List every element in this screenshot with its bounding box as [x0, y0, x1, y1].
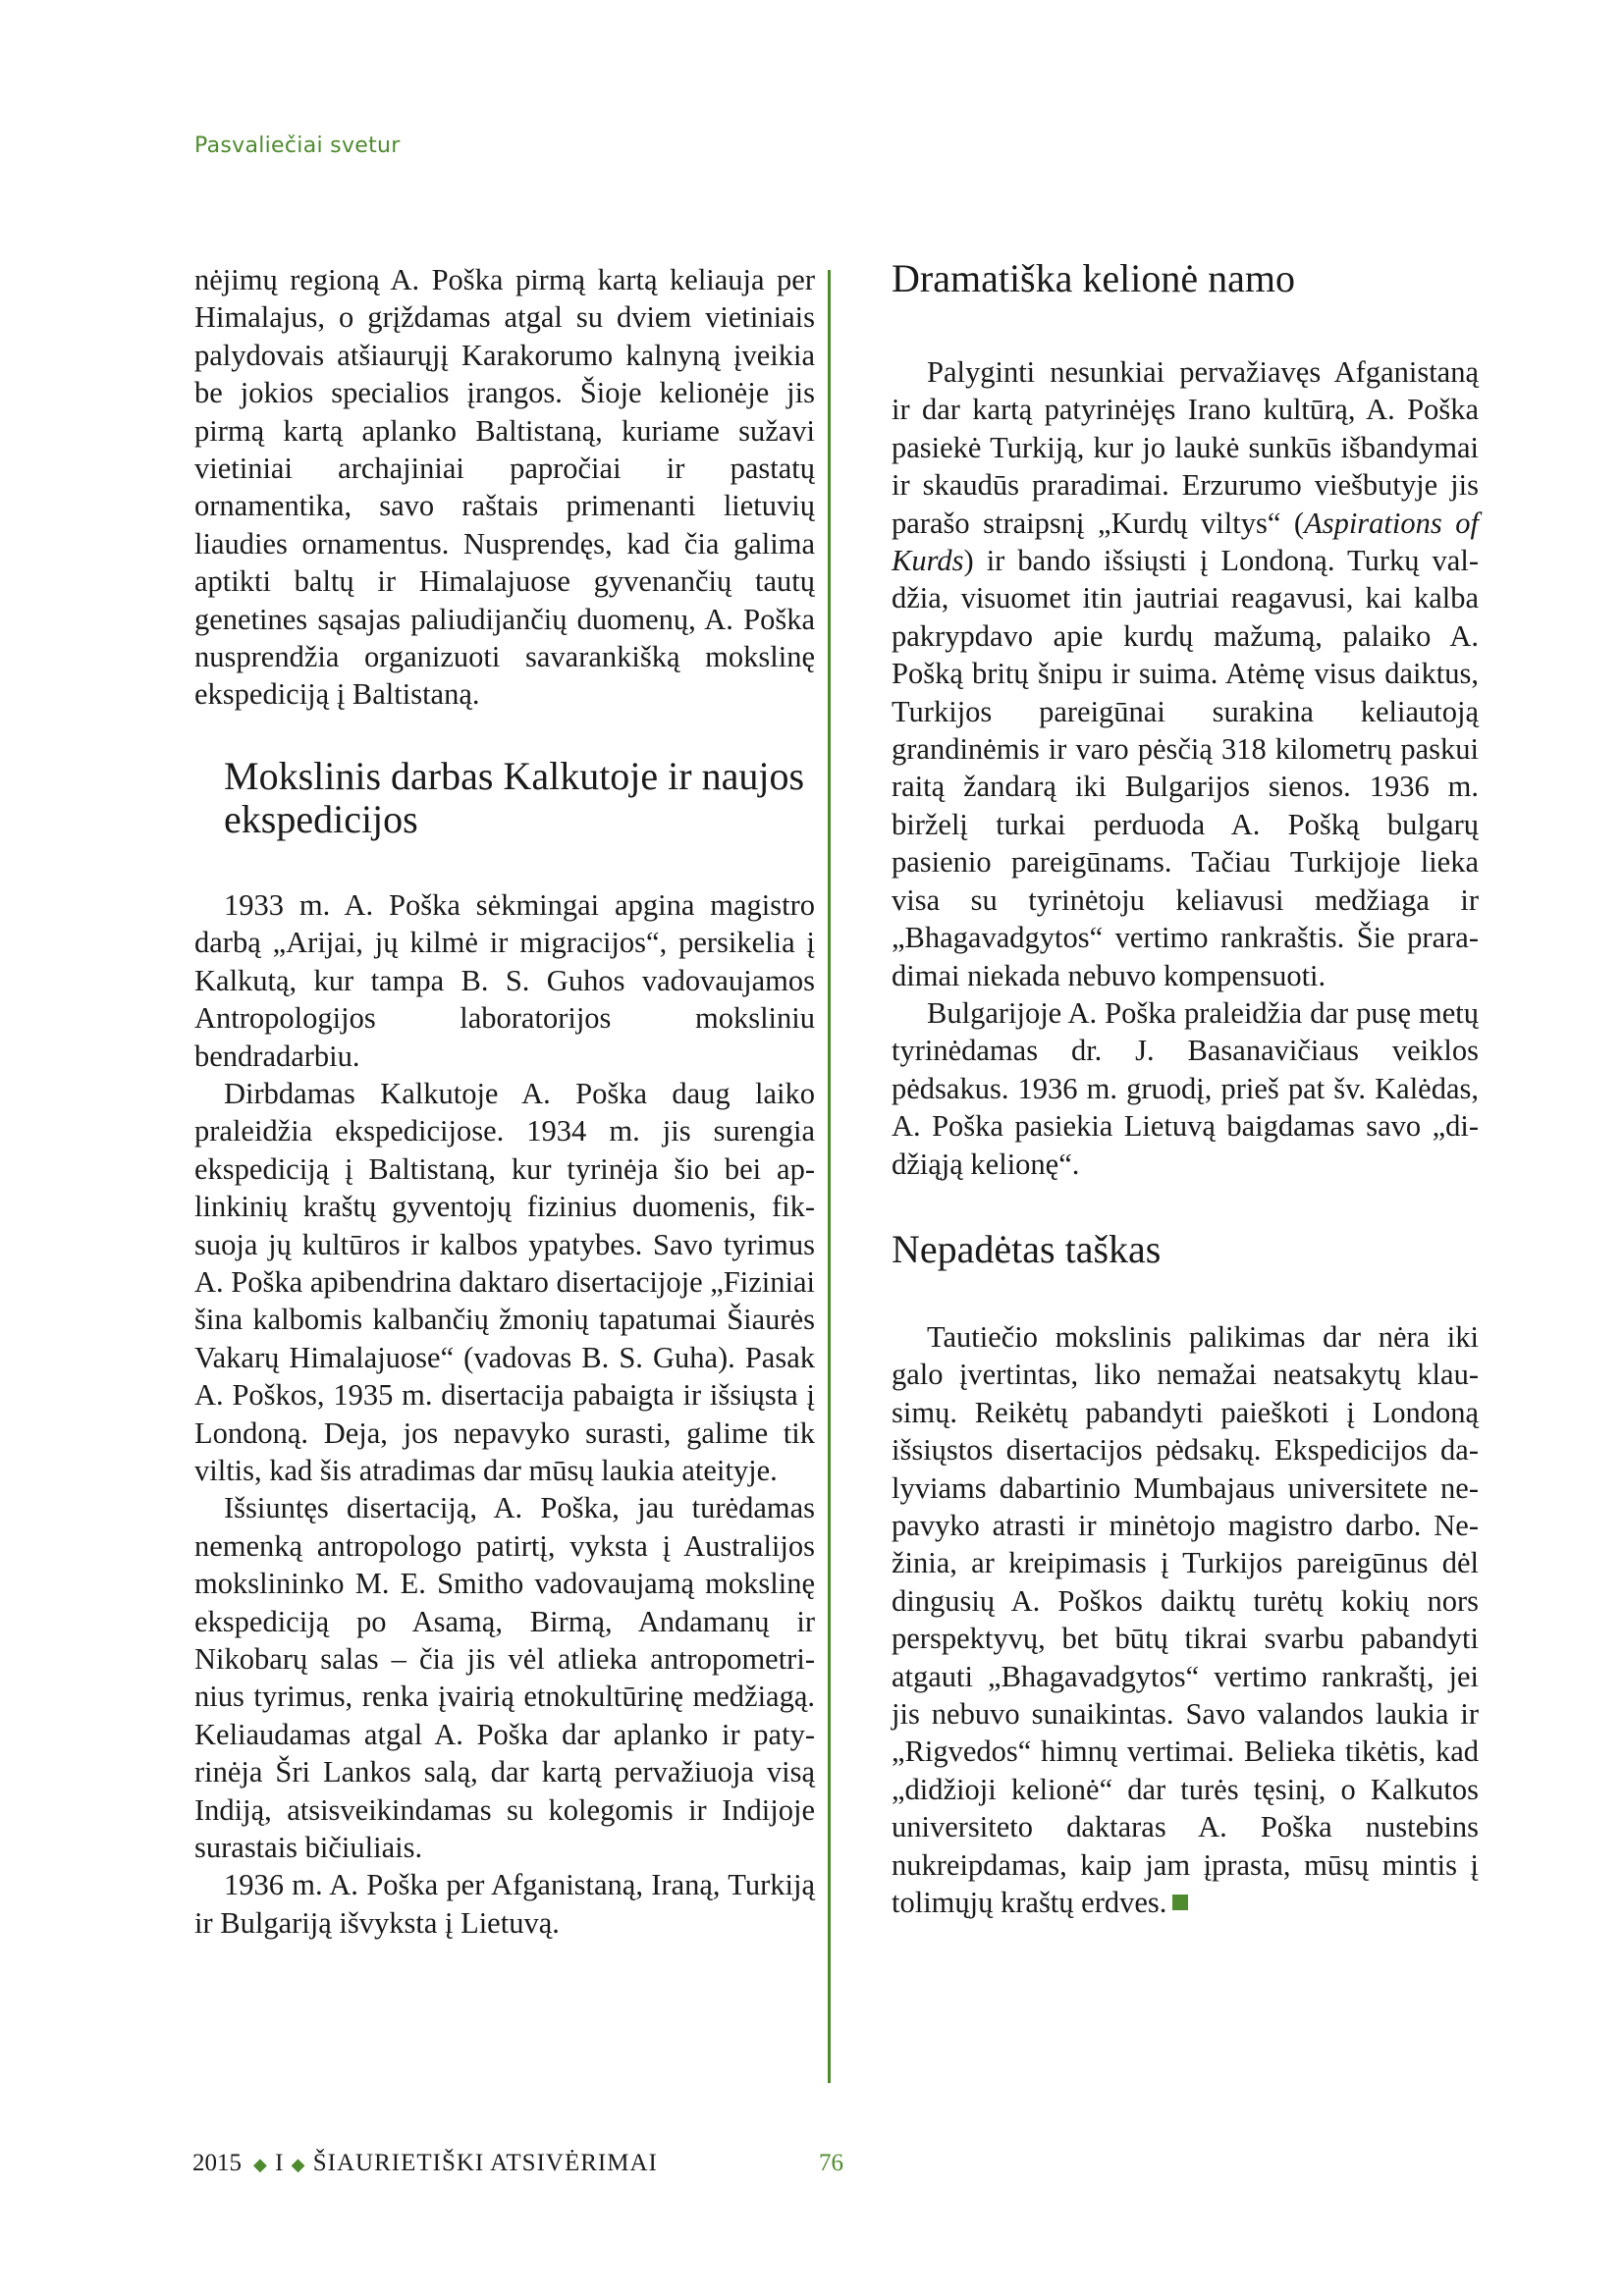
body-paragraph: Dirbdamas Kalkutoje A. Poška daug laiko praleidžia ekspedicijose. 1934 m. jis surengia ekspediciją į Baltistaną, kur tyrinėja šio bei aplinkinių kraštų gyventojų fizinius duomenis, fiksuoja jų kultūros ir kalbos ypatybes. Savo tyrimus A. Poška apibendrina daktaro disertacijoje „Fiziniai šina kalbomis kalbančių žmonių tapatumai Šiaurės Vakarų Himalajuose“ (vadovas B. S. Guha). Pasak A. Poškos, 1935 m. disertacija pabaigta ir išsiųsta į Londoną. Deja, jos nepavyko surasti, galime tik viltis, kad šis atradimas dar mūsų laukia ateityje. — [194, 1076, 815, 1487]
body-paragraph: Išsiuntęs disertaciją, A. Poška, jau turėdamas nemenką antropologo patirtį, vyksta į Australijos mokslininko M. E. Smitho vadovaujamą mokslinę ekspediciją po Asamą, Birmą, Andamanų ir Nikobarų salas – čia jis vėl atlieka antropometrinius tyrimus, renka įvairią etnokultūrinę medžiagą. Keliaudamas atgal A. Poška dar aplanko ir patyrinėja Šri Lankos salą, dar kartą pervažiuoja visą Indiją, atsisveikindamas su kolegomis ir Indijoje surastais bičiuliais. — [194, 1491, 815, 1865]
page-number: 76 — [819, 2150, 843, 2176]
left-column — [194, 261, 815, 1942]
paragraph-text: Palyginti nesunkiai pervažiavęs Afganistaną ir dar kartą patyrinėjęs Irano kultūrą, A. Poška pasiekė Turkiją, kur jo laukė sunkūs išbandymai ir skaudūs praradimai. Erzurumo viešbutyje jis parašo straipsnį „Kurdų viltys“ ( — [892, 355, 1479, 540]
section-heading-research-calcutta: Mokslinis darbas Kalkutoje ir naujos ekspedicijos — [224, 753, 805, 841]
right-column — [892, 257, 1479, 1921]
footer-issue — [253, 2150, 658, 2177]
end-of-article-square-icon — [1172, 1895, 1188, 1910]
section-heading-unfinished: Nepadėtas taškas — [892, 1226, 1162, 1271]
paragraph-text: ) ir bando išsiųsti į Londoną. Turkų valdžia, visuomet itin jautriai reagavusi, kai kalba pakrypdavo apie kurdų mažumą, palaiko A. Pošką britų šnipu ir suima. Atėmę visus daiktus, Turkijos pareigūnai surakina keliautoją grandinėmis ir varo pėsčią 318 kilometrų paskui raitą žandarą iki Bulgarijos sienos. 1936 m. birželį turkai perduoda A. Pošką bulgarų pasienio pareigūnams. Tačiau Turkijoje lieka visa su tyrinėtoju keliavusi medžiaga ir „Bhagavadgytos“ vertimo rankraštis. Šie praradimai niekada nebuvo kompensuoti. — [892, 544, 1479, 992]
body-paragraph: 1936 m. A. Poška per Afganistaną, Iraną, Turkiją ir Bulgariją išvyksta į Lietuvą. — [194, 1868, 815, 1940]
paragraph-text: Tautiečio mokslinis palikimas dar nėra iki galo įvertintas, liko nemažai neatsakytų klausimų. Reikėtų pabandyti paieškoti į Londoną išsiųstos disertacijos pėdsakų. Ekspedicijos dalyviams dabartinio Mumbajaus universitete nepavyko atrasti ir minėtojo magistro darbo. Nežinia, ar kreipimasis į Turkijos pareigūnus dėl dingusių A. Poškos daiktų turėtų kokių nors perspektyvų, bet būtų tikrai svarbu pabandyti atgauti „Bhagavadgytos“ vertimo rankraštį, jei jis nebuvo sunaikintas. Savo valandos laukia ir „Rigvedos“ himnų vertimai. Belieka tikėtis, kad „didžioji kelionė“ dar turės tęsinį, o Kalkutos universiteto daktaras A. Poška nustebins nukreipdamas, kaip jam įprasta, mūsų mintis į tolimųjų kraštų erdves. — [892, 1319, 1479, 1920]
body-paragraph: Bulgarijoje A. Poška praleidžia dar pusę metų tyrinėdamas dr. J. Basanavičiaus veiklos pėdsakus. 1936 m. gruodį, prieš pat šv. Kalėdas, A. Poška pasiekia Lietuvą baigdamas savo „didžiąją kelionę“. — [892, 995, 1479, 1181]
body-paragraph: 1933 m. A. Poška sėkmingai apgina magistro darbą „Arijai, jų kilmė ir migracijos“, persikelia į Kalkutą, kur tampa B. S. Guhos vadovaujamos Antropologijos laboratorijos moksliniu bendradarbiu. — [194, 887, 815, 1073]
issue-number: I — [275, 2150, 285, 2176]
body-paragraph — [892, 353, 1479, 994]
intro-paragraph: nėjimų regioną A. Poška pirmą kartą keliauja per Himalajus, o grįždamas atgal su dviem vietiniais palydovais atšiaurųjį Karakorumo kalnyną įveikia be jokios specialios įrangos. Šioje kelionėje jis pirmą kartą aplanko Baltistaną, kuriame sužavi vietiniai archajiniai papročiai ir pastatų ornamentika, savo raštais primenanti lietuvių liaudies ornamentus. Nusprendęs, kad čia galima aptikti baltų ir Himalajuose gyvenančių tautų genetines sąsajas paliudijančių duomenų, A. Poška nusprendžia organizuoti savarankišką mokslinę ekspediciją į Baltistaną. — [194, 263, 815, 712]
section-heading-dramatic-journey: Dramatiška kelionė namo — [892, 256, 1295, 300]
footer-year: 2015 — [192, 2150, 242, 2176]
journal-name: ŠIAURIETIŠKI ATSIVĖRIMAI — [312, 2150, 658, 2176]
body-paragraph — [892, 1318, 1479, 1922]
running-header: Pasvaliečiai svetur — [194, 133, 401, 158]
diamond-separator-icon: ◆ — [253, 2155, 268, 2174]
diamond-separator-icon: ◆ — [291, 2155, 306, 2174]
column-divider — [828, 270, 831, 2083]
italic-title: Aspirations of Kurds — [892, 506, 1479, 578]
